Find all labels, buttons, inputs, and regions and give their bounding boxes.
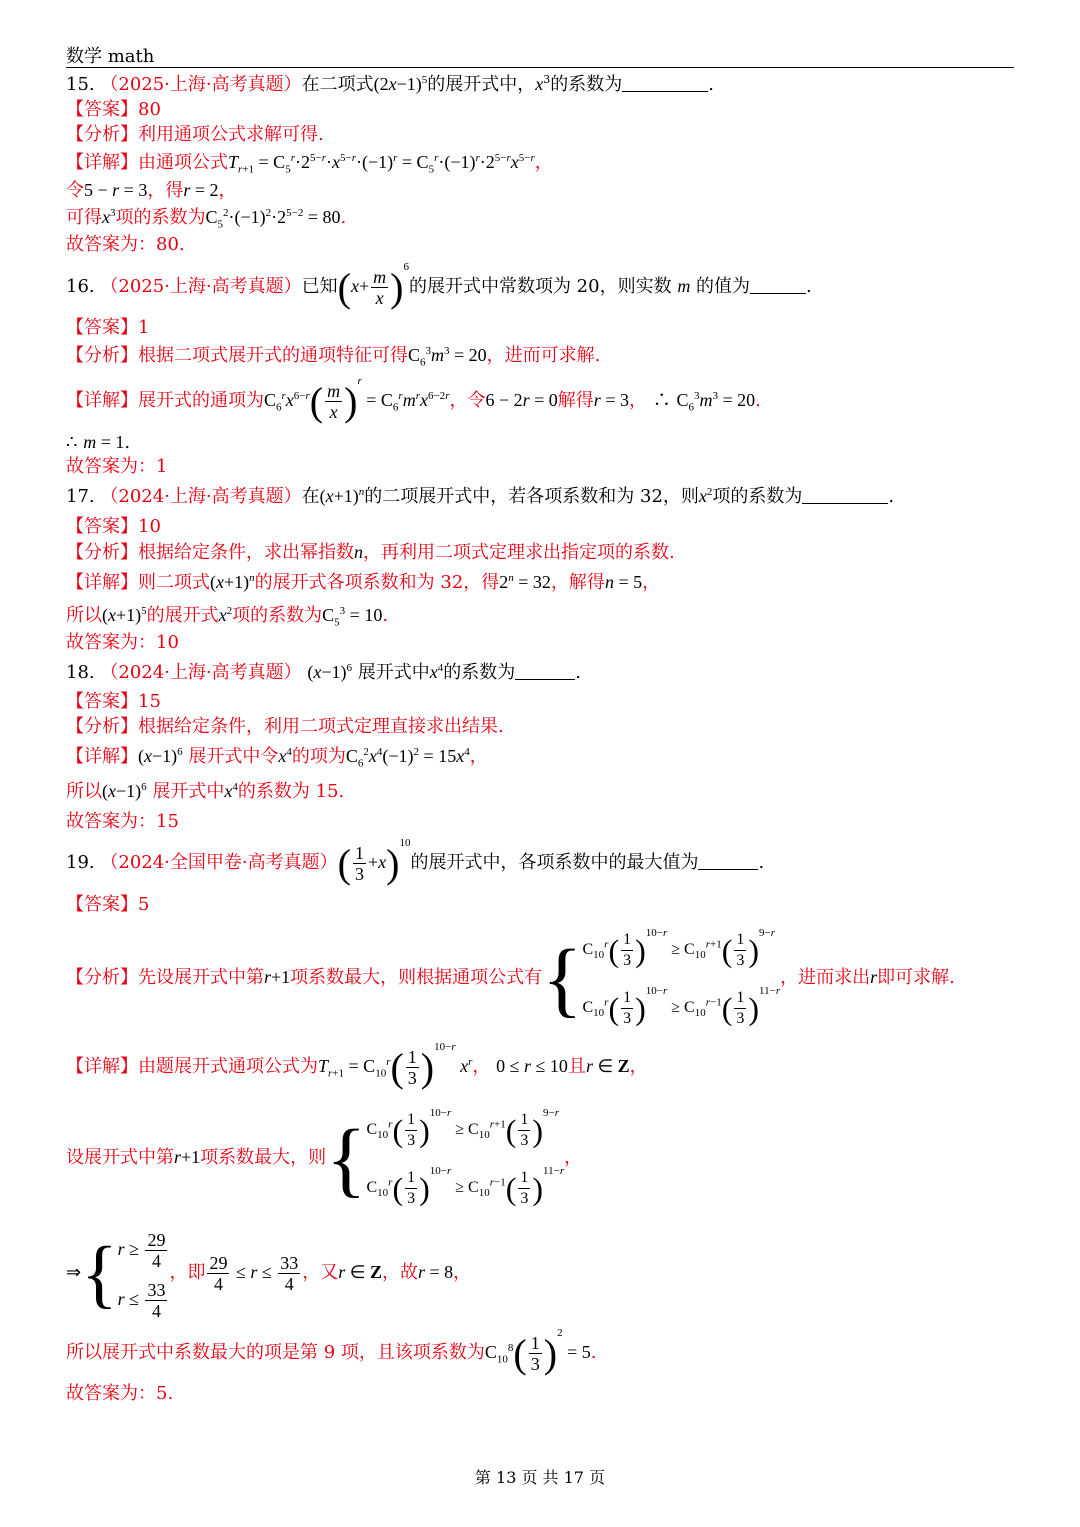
problem-15-step-2: 令5 − r = 3，得r = 2，	[66, 180, 237, 201]
problem-17-answer: 【答案】10	[66, 516, 161, 537]
problem-18-detail: 【详解】$(x-1)^6$ 展开式中令$x^4$的项为$C_6^2x^4(-1)^2 = 15x^4$，	[66, 746, 488, 770]
header-rule	[66, 67, 1014, 68]
problem-16-step-2: ∴ m = 1.	[66, 432, 131, 453]
problem-15-answer: 【答案】80	[66, 99, 161, 120]
problem-18-analysis: 【分析】根据给定条件，利用二项式定理直接求出结果.	[66, 716, 504, 737]
problem-16-final: 故答案为：1	[66, 456, 168, 477]
problem-17-final: 故答案为：10	[66, 632, 179, 653]
page-header: 数学 math	[66, 46, 155, 67]
problem-19-step-2: 设展开式中第r+1项系数最大，则{ $C_{10}^r$( $\frac{1}{3}$ )$^{10-r} \ge C_{10}^{r+1}$( $\frac{1}{3}$ )$^{9-r}$ $C_{10}^r$( $\frac{1}{3}$ )$^{10-r} \ge C_{10}^{r-1}$( $\frac{1}{3}$ )$^{11-r}$ ，	[66, 1107, 583, 1208]
problem-15-step-3: 可得$x^3$项的系数为$C_5^2\cdot(-1)^2\cdot 2^{5-2} = 80$.	[66, 207, 347, 231]
problem-17-question: 17. （2024·上海·高考真题）在$(x+1)^n$的二项展开式中，若各项系数和为 32，则$x^2$项的系数为 .	[66, 486, 895, 507]
problem-17-analysis: 【分析】根据给定条件，求出幂指数n，再利用二项式定理求出指定项的系数.	[66, 542, 675, 563]
problem-19-analysis: 【分析】先设展开式中第r+1项系数最大，则根据通项公式有{ $C_{10}^r$( $\frac{1}{3}$ )$^{10-r} \ge C_{10}^{r+1}$( $\frac{1}{3}$ )$^{9-r}$ $C_{10}^r$( $\frac{1}{3}$ )$^{10-r} \ge C_{10}^{r-1}$( $\frac{1}{3}$ )$^{11-r}$ ，进而求出r即可求解.	[66, 927, 955, 1028]
problem-18-question: 18. （2024·上海·高考真题） $(x-1)^6$ 展开式中$x^4$的系数为 .	[66, 662, 581, 683]
problem-16-analysis: 【分析】根据二项式展开式的通项特征可得$C_6^3m^3 = 20$，进而可求解.	[66, 345, 601, 369]
problem-16-question: 16. （2025·上海·高考真题）已知(x+ $\frac{m}{x}$ )$^6$的展开式中常数项为 20，则实数 m 的值为 .	[66, 261, 812, 310]
problem-19-question: 19. （2024·全国甲卷·高考真题）( $\frac{1}{3}$ +x)$^{10}$的展开式中，各项系数中的最大值为 .	[66, 837, 765, 886]
problem-15-analysis: 【分析】利用通项公式求解可得.	[66, 124, 324, 145]
problem-15-final: 故答案为：80.	[66, 234, 185, 255]
problem-19-detail: 【详解】由题展开式通项公式为$T_{r+1} = C_{10}^r$( $\frac{1}{3}$ )$^{10-r}$ $x^r$， 0 ≤ r ≤ 10且r ∈ Z，	[66, 1041, 648, 1090]
problem-16-answer: 【答案】1	[66, 317, 150, 338]
problem-15-question: 15. （2025·上海·高考真题）在二项式$(2x-1)^5$的展开式中，$x^3$的系数为 .	[66, 73, 715, 95]
problem-18-step-2: 所以$(x-1)^6$ 展开式中$x^4$的系数为 15.	[66, 781, 345, 802]
problem-16-detail: 【详解】展开式的通项为$C_6^rx^{6-r}$( $\frac{m}{x}$ )$^r = C_6^rm^rx^{6-2r}$，令6 − 2r = 0解得r = 3， ∴ $C_6^3m^3 = 20$.	[66, 375, 761, 424]
problem-17-step-2: 所以$(x+1)^5$的展开式$x^2$项的系数为$C_5^3 = 10$.	[66, 605, 389, 629]
problem-18-answer: 【答案】15	[66, 691, 161, 712]
page-footer: 第 13 页 共 17 页	[474, 1468, 606, 1487]
problem-19-step-3: ⇒{ r ≥ $\frac{29}{4}$ r ≤ $\frac{33}{4}$ ，即 $\frac{29}{4}$ ≤ r ≤ $\frac{33}{4}$ ，又r ∈ Z，故r = 8，	[66, 1230, 472, 1322]
problem-17-detail: 【详解】则二项式$(x+1)^n$的展开式各项系数和为 32，得$2^n = 32$，解得n = 5，	[66, 572, 661, 593]
problem-19-final: 故答案为：5.	[66, 1383, 174, 1404]
problem-19-answer: 【答案】5	[66, 894, 150, 915]
problem-15-detail: 【详解】由通项公式$T_{r+1} = C_5^r\cdot 2^{5-r}\cdot x^{5-r}\cdot(-1)^r = C_5^r\cdot(-1)^r\cdot 2^{5-r}x^{5-r}$，	[66, 152, 553, 176]
problem-19-step-4: 所以展开式中系数最大的项是第 9 项，且该项系数为$C_{10}^8$( $\frac{1}{3}$ )$^2$ = 5.	[66, 1327, 597, 1376]
problem-18-final: 故答案为：15	[66, 811, 179, 832]
